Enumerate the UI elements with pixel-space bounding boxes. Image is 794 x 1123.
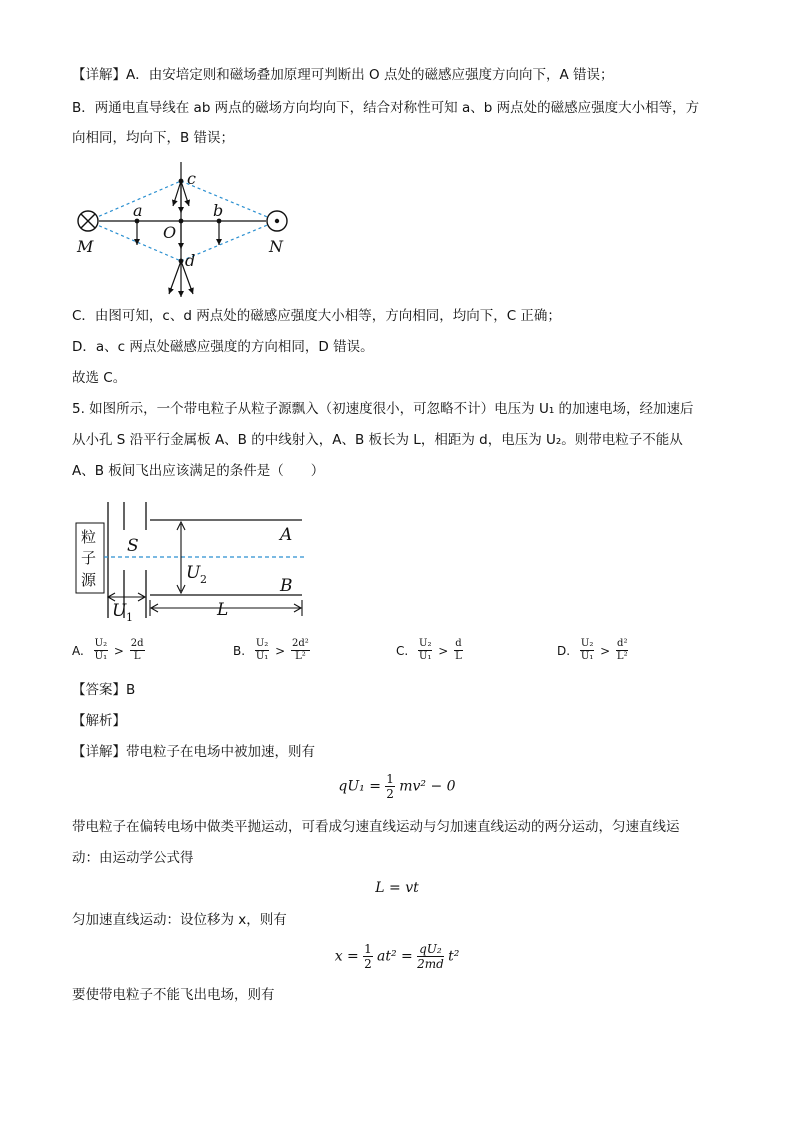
option-a[interactable]: A. $\frac{\text{U₂}}{\text{U₁}}$ > $\frac{2d}{L}$ [72,638,144,662]
option-c[interactable]: C. $\frac{\text{U₂}}{\text{U₁}}$ > $\frac{d}{L}$ [396,638,462,662]
label-L: L [217,600,229,620]
label-N: N [269,237,283,256]
analysis-line-2: B．两通电直导线在 ab 两点的磁场方向均向下，结合对称性可知 a、b 两点处的磁感应强度大小相等，方 [72,100,700,116]
solution-head: 【解析】 [72,713,126,729]
analysis-line-5: D．a、c 两点处磁感应强度的方向相同，D 错误。 [72,339,374,355]
solution-line-2: 带电粒子在偏转电场中做类平抛运动，可看成匀速直线运动与匀加速直线运动的两分运动，匀速直线运 [72,819,680,835]
source-char-2: 子 [81,549,97,567]
source-char-3: 源 [81,571,97,589]
analysis-line-3: 向相同，均向下，B 错误； [72,130,235,146]
label-a: a [133,201,143,220]
question-line-1: 5. 如图所示，一个带电粒子从粒子源飘入（初速度很小，可忽略不计）电压为 U₁ 的加速电场，经加速后 [72,401,694,417]
equation-2: L = vt [375,880,419,896]
option-d[interactable]: D. $\frac{\text{U₂}}{\text{U₁}}$ > $\frac{\text{d²}}{\text{L²}}$ [557,638,628,662]
label-b: b [213,201,224,220]
label-d: d [185,251,196,270]
equation-3: x = $\frac{1}{2}$ at² = $\frac{\text{qU₂}}{2md}$ t² [334,942,460,971]
label-U1: U [112,601,127,621]
label-c: c [187,169,196,188]
label-A: A [280,525,293,545]
question-line-2: 从小孔 S 沿平行金属板 A、B 的中线射入，A、B 板长为 L，相距为 d，电压为 U₂。则带电粒子不能从 [72,432,683,448]
question-line-3: A、B 板间飞出应该满足的条件是（ ） [72,463,325,479]
solution-line-5: 要使带电粒子不能飞出电场，则有 [72,987,275,1003]
solution-line-1: 【详解】带电粒子在电场中被加速，则有 [72,744,315,760]
answer-line: 【答案】B [72,682,136,698]
source-char-1: 粒 [81,528,97,546]
label-U2: U [186,563,201,583]
option-b[interactable]: B. $\frac{\text{U₂}}{\text{U₁}}$ > $\frac{\text{2d²}}{\text{L²}}$ [233,638,309,662]
solution-line-4: 匀加速直线运动：设位移为 x，则有 [72,912,287,928]
label-S: S [127,536,139,556]
label-U1-sub: 1 [126,611,133,624]
analysis-line-4: C．由图可知，c、d 两点处的磁感应强度大小相等，方向相同，均向下，C 正确； [72,308,561,324]
label-M: M [77,237,94,256]
label-B: B [280,576,293,596]
solution-line-3: 动：由运动学公式得 [72,850,194,866]
label-U2-sub: 2 [200,573,207,586]
label-O: O [163,223,177,242]
analysis-line-1: 【详解】A．由安培定则和磁场叠加原理可判断出 O 点处的磁感应强度方向向下，A 错误； [72,67,614,83]
equation-1: qU₁ = $\frac{1}{2}$ mv² − 0 [338,772,456,801]
analysis-line-6: 故选 C。 [72,370,127,386]
